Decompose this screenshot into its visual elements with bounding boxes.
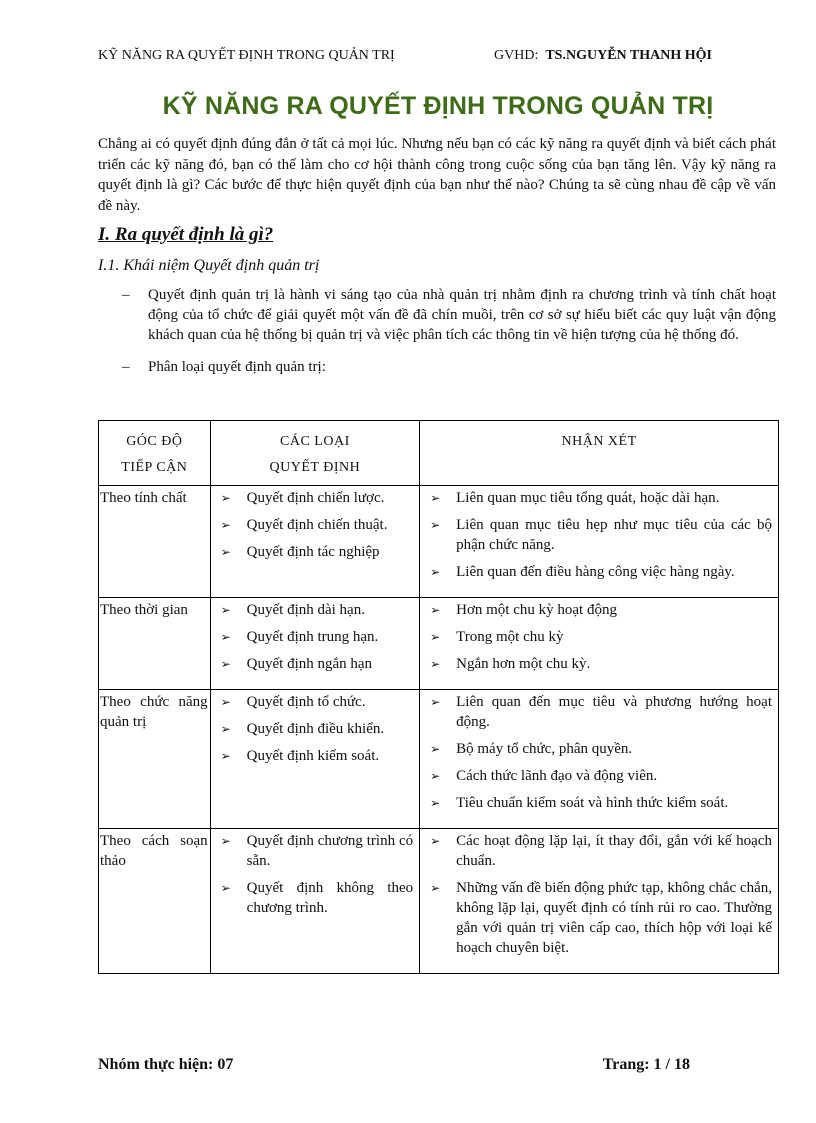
decision-type-cell — [210, 598, 419, 690]
remark-item-text: Trong một chu kỳ — [456, 629, 564, 645]
category-cell: Theo tính chất — [99, 486, 211, 598]
remark-item — [430, 627, 772, 647]
header-doc-title: KỸ NĂNG RA QUYẾT ĐỊNH TRONG QUẢN TRỊ — [98, 48, 395, 63]
remark-item-text: Tiêu chuẩn kiểm soát và hình thức kiểm soát. — [456, 795, 729, 811]
arrow-bullet-icon: ➢ — [220, 630, 231, 644]
category-cell: Theo cách soạn thảo — [99, 829, 211, 974]
decision-type-cell — [210, 690, 419, 829]
decision-type-item-text: Quyết định tác nghiệp — [246, 544, 380, 560]
remark-item-text: Bộ máy tổ chức, phân quyền. — [456, 741, 633, 757]
decision-type-item — [221, 488, 413, 508]
category-cell: Theo thời gian — [99, 598, 211, 690]
remark-item-text: Các hoạt động lặp lại, ít thay đổi, gắn với kế hoạch chuẩn. — [456, 833, 772, 869]
decision-type-item — [221, 878, 413, 918]
remark-item-text: Những vấn đề biến động phức tạp, không chắc chắn, không lặp lại, quyết định có tính rủi ro cao. Thường gắn với quản trị viên cấp cao, thích hộp với loại kế hoạch chuyên biệt. — [456, 880, 772, 956]
header-approach: GÓC ĐỘ TIẾP CẬN — [99, 421, 211, 486]
arrow-bullet-icon: ➢ — [430, 657, 441, 671]
header-decision-types: CÁC LOẠI QUYẾT ĐỊNH — [210, 421, 419, 486]
page-footer — [98, 1056, 690, 1074]
decision-type-item-text: Quyết định dài hạn. — [246, 602, 365, 618]
arrow-bullet-icon: ➢ — [430, 742, 441, 756]
arrow-bullet-icon: ➢ — [430, 796, 441, 810]
decision-type-item — [221, 692, 413, 712]
arrow-bullet-icon: ➢ — [220, 518, 231, 532]
decision-type-item — [221, 542, 413, 562]
decision-classification-table — [98, 420, 779, 974]
remark-item — [430, 600, 772, 620]
table-header-row — [99, 421, 779, 486]
decision-type-item-text: Quyết định ngắn hạn — [246, 656, 373, 672]
remark-item-text: Liên quan mục tiêu tổng quát, hoặc dài hạn. — [456, 490, 720, 506]
remark-item — [430, 766, 772, 786]
decision-type-cell — [210, 486, 419, 598]
decision-type-item — [221, 831, 413, 871]
remark-item — [430, 515, 772, 555]
remark-item — [430, 739, 772, 759]
decision-type-item-text: Quyết định trung hạn. — [246, 629, 379, 645]
arrow-bullet-icon: ➢ — [430, 565, 441, 579]
arrow-bullet-icon: ➢ — [220, 695, 231, 709]
decision-type-item — [221, 654, 413, 674]
table-row — [99, 690, 779, 829]
table-row — [99, 829, 779, 974]
decision-type-item — [221, 600, 413, 620]
decision-type-item — [221, 627, 413, 647]
arrow-bullet-icon: ➢ — [430, 491, 441, 505]
table-row — [99, 486, 779, 598]
remark-item-text: Cách thức lãnh đạo và động viên. — [456, 768, 658, 784]
arrow-bullet-icon: ➢ — [220, 603, 231, 617]
dash-bullet-icon: – — [122, 287, 130, 303]
bullet-item — [122, 357, 776, 377]
remark-item-text: Hơn một chu kỳ hoạt động — [456, 602, 617, 618]
arrow-bullet-icon: ➢ — [220, 722, 231, 736]
arrow-bullet-icon: ➢ — [430, 881, 441, 895]
arrow-bullet-icon: ➢ — [220, 491, 231, 505]
remark-item-text: Liên quan mục tiêu hẹp như mục tiêu của các bộ phận chức năng. — [456, 517, 772, 553]
remark-cell — [420, 829, 779, 974]
arrow-bullet-icon: ➢ — [430, 834, 441, 848]
section-heading-1: I. Ra quyết định là gì? — [98, 224, 274, 245]
arrow-bullet-icon: ➢ — [430, 603, 441, 617]
decision-type-item — [221, 746, 413, 766]
footer-page-number: Trang: 1 / 18 — [602, 1056, 690, 1073]
decision-type-item — [221, 515, 413, 535]
remark-cell — [420, 486, 779, 598]
remark-item — [430, 654, 772, 674]
remark-item-text: Ngắn hơn một chu kỳ. — [456, 656, 591, 672]
arrow-bullet-icon: ➢ — [430, 695, 441, 709]
decision-type-item-text: Quyết định tổ chức. — [246, 694, 366, 710]
header-instructor-name: TS.NGUYỄN THANH HỘI — [545, 48, 712, 63]
bullet-text: Phân loại quyết định quản trị: — [148, 359, 326, 375]
decision-type-item-text: Quyết định kiểm soát. — [246, 748, 380, 764]
remark-item — [430, 562, 772, 582]
bullet-text: Quyết định quản trị là hành vi sáng tạo của nhà quản trị nhằm định ra chương trình và tính chất hoạt động của tổ chức để giải quyết một vấn đề đã chín muồi, trên cơ sở sự hiểu biết các quy luật vận động khách quan của hệ thống bị quản trị và việc phân tích các thông tin về hiện tượng của hệ thống đó. — [148, 287, 776, 343]
arrow-bullet-icon: ➢ — [220, 749, 231, 763]
decision-type-item-text: Quyết định chương trình có sẵn. — [246, 833, 414, 869]
subsection-heading-1-1: I.1. Khái niệm Quyết định quản trị — [98, 257, 320, 274]
arrow-bullet-icon: ➢ — [430, 769, 441, 783]
arrow-bullet-icon: ➢ — [430, 518, 441, 532]
remark-item — [430, 793, 772, 813]
page-title: KỸ NĂNG RA QUYẾT ĐỊNH TRONG QUẢN TRỊ — [162, 92, 714, 120]
remark-item — [430, 831, 772, 871]
header-remarks: NHẬN XÉT — [420, 421, 779, 486]
arrow-bullet-icon: ➢ — [220, 545, 231, 559]
category-cell: Theo chức năng quản trị — [99, 690, 211, 829]
remark-item-text: Liên quan đến điều hàng công việc hàng ngày. — [456, 564, 735, 580]
arrow-bullet-icon: ➢ — [220, 657, 231, 671]
remark-item — [430, 878, 772, 958]
table-body — [99, 486, 779, 974]
remark-item-text: Liên quan đến mục tiêu và phương hướng hoạt động. — [456, 694, 772, 730]
decision-type-item — [221, 719, 413, 739]
arrow-bullet-icon: ➢ — [430, 630, 441, 644]
dash-bullet-icon: – — [122, 359, 130, 375]
decision-type-item-text: Quyết định không theo chương trình. — [246, 880, 414, 916]
arrow-bullet-icon: ➢ — [220, 881, 231, 895]
bullet-list — [122, 285, 776, 377]
intro-paragraph: Chẳng ai có quyết định đúng đắn ở tất cả mọi lúc. Nhưng nếu bạn có các kỹ năng ra quyết định và biết cách phát triển các kỹ năng đó, bạn có thể làm cho cơ hội thành công trong cuộc sống của bạn tăng lên. Vậy kỹ năng ra quyết định là gì? Các bước để thực hiện quyết định của bạn như thế nào? Chúng ta sẽ cùng nhau đề cập về vấn đề này. — [98, 136, 776, 214]
decision-type-item-text: Quyết định chiến lược. — [246, 490, 385, 506]
header-instructor-label: GVHD: — [494, 48, 539, 63]
decision-type-item-text: Quyết định chiến thuật. — [246, 517, 388, 533]
remark-cell — [420, 690, 779, 829]
remark-item — [430, 488, 772, 508]
remark-cell — [420, 598, 779, 690]
header-instructor — [494, 48, 712, 64]
remark-item — [430, 692, 772, 732]
decision-type-cell — [210, 829, 419, 974]
table-row — [99, 598, 779, 690]
decision-type-item-text: Quyết định điều khiển. — [246, 721, 385, 737]
arrow-bullet-icon: ➢ — [220, 834, 231, 848]
bullet-item — [122, 285, 776, 345]
footer-group: Nhóm thực hiện: 07 — [98, 1056, 234, 1073]
